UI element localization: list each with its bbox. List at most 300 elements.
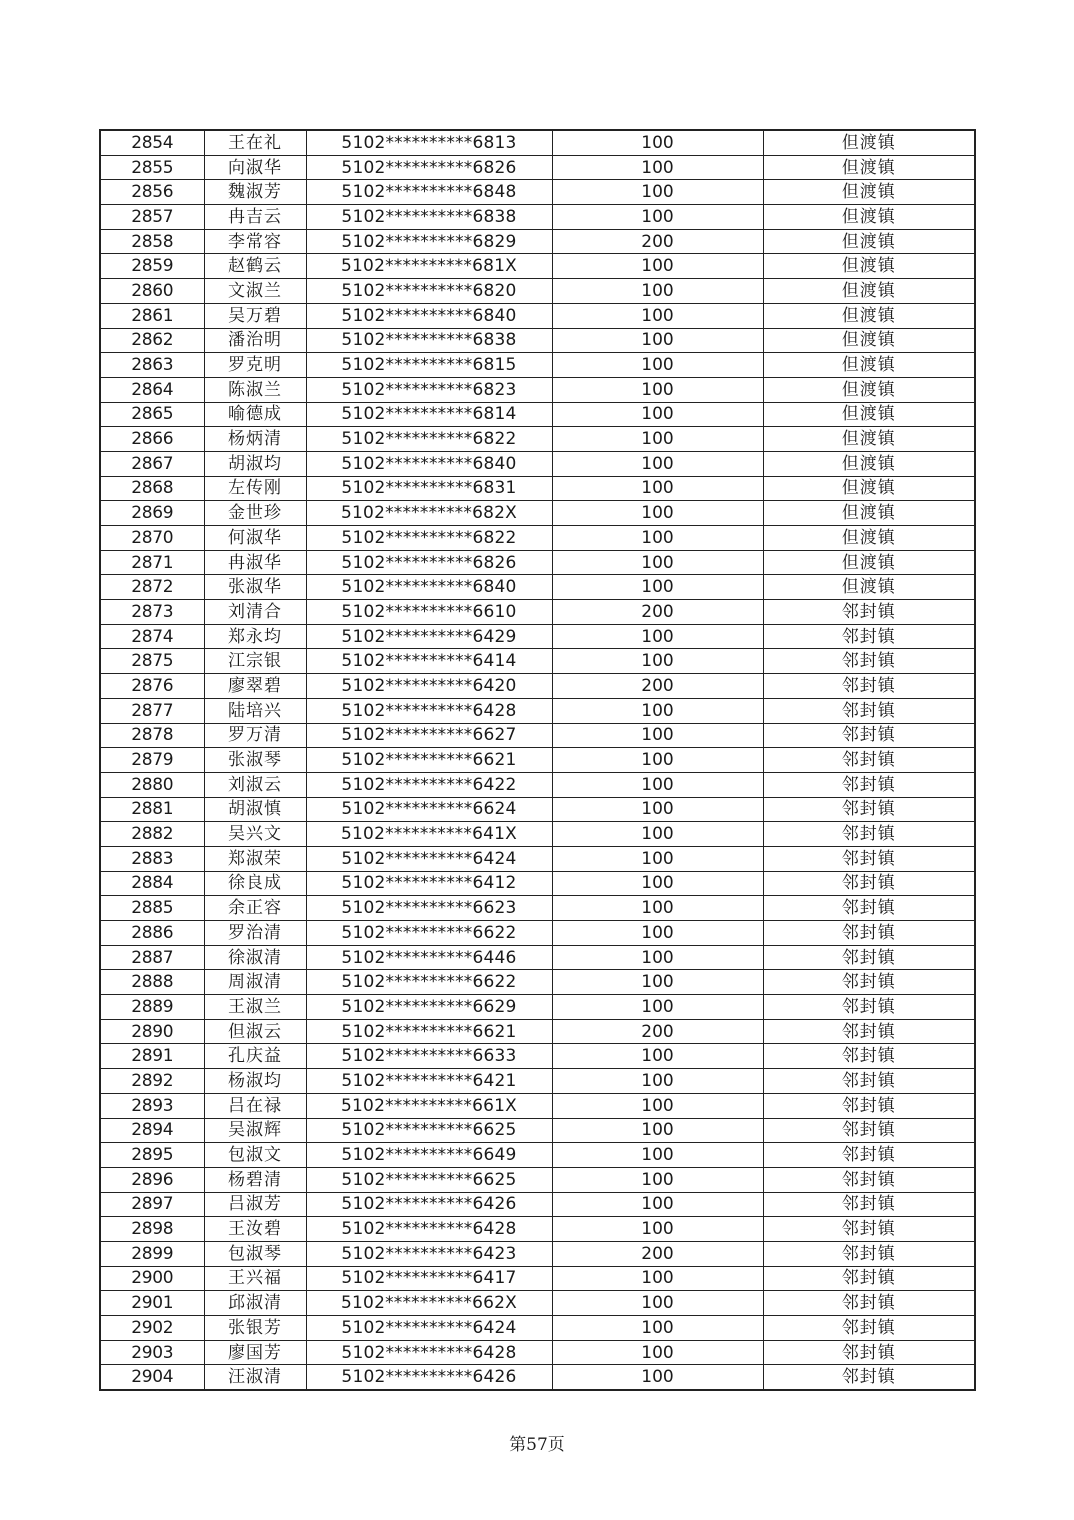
id-number-cell: 5102**********6829 [306,229,552,254]
name-cell: 赵鹤云 [204,254,306,279]
name-cell: 张淑华 [204,575,306,600]
id-number-cell: 5102**********6622 [306,970,552,995]
table-row [100,1241,975,1266]
town-cell: 但渡镇 [763,303,975,328]
serial-number-cell: 2893 [100,1093,204,1118]
town-cell: 但渡镇 [763,451,975,476]
id-number-cell: 5102**********6414 [306,649,552,674]
serial-number-cell: 2889 [100,995,204,1020]
town-cell: 邻封镇 [763,1192,975,1217]
town-cell: 但渡镇 [763,279,975,304]
serial-number-cell: 2884 [100,871,204,896]
town-cell: 邻封镇 [763,698,975,723]
serial-number-cell: 2886 [100,921,204,946]
town-cell: 但渡镇 [763,254,975,279]
name-cell: 冉吉云 [204,205,306,230]
id-number-cell: 5102**********6421 [306,1069,552,1094]
name-cell: 罗万清 [204,723,306,748]
table-row [100,476,975,501]
serial-number-cell: 2869 [100,501,204,526]
amount-cell: 200 [552,1241,763,1266]
serial-number-cell: 2861 [100,303,204,328]
serial-number-cell: 2858 [100,229,204,254]
serial-number-cell: 2854 [100,130,204,155]
amount-cell: 100 [552,575,763,600]
id-number-cell: 5102**********6838 [306,328,552,353]
town-cell: 邻封镇 [763,1340,975,1365]
name-cell: 刘清合 [204,600,306,625]
roster-table-body [100,130,975,1390]
town-cell: 邻封镇 [763,1316,975,1341]
amount-cell: 100 [552,476,763,501]
town-cell: 邻封镇 [763,1291,975,1316]
town-cell: 邻封镇 [763,822,975,847]
name-cell: 王汝碧 [204,1217,306,1242]
serial-number-cell: 2901 [100,1291,204,1316]
name-cell: 周淑清 [204,970,306,995]
town-cell: 但渡镇 [763,476,975,501]
table-row [100,303,975,328]
name-cell: 胡淑慎 [204,797,306,822]
id-number-cell: 5102**********6428 [306,698,552,723]
name-cell: 金世珍 [204,501,306,526]
id-number-cell: 5102**********6622 [306,921,552,946]
town-cell: 邻封镇 [763,1069,975,1094]
name-cell: 汪淑清 [204,1365,306,1390]
town-cell: 邻封镇 [763,945,975,970]
table-row [100,1069,975,1094]
name-cell: 杨淑均 [204,1069,306,1094]
serial-number-cell: 2899 [100,1241,204,1266]
name-cell: 吴万碧 [204,303,306,328]
name-cell: 杨碧清 [204,1167,306,1192]
town-cell: 邻封镇 [763,748,975,773]
table-row [100,624,975,649]
amount-cell: 100 [552,921,763,946]
name-cell: 邱淑清 [204,1291,306,1316]
amount-cell: 100 [552,205,763,230]
town-cell: 但渡镇 [763,155,975,180]
id-number-cell: 5102**********6426 [306,1365,552,1390]
id-number-cell: 5102**********6429 [306,624,552,649]
id-number-cell: 5102**********6848 [306,180,552,205]
id-number-cell: 5102**********6815 [306,353,552,378]
serial-number-cell: 2898 [100,1217,204,1242]
name-cell: 包淑琴 [204,1241,306,1266]
table-row [100,945,975,970]
town-cell: 但渡镇 [763,328,975,353]
amount-cell: 100 [552,945,763,970]
name-cell: 张银芳 [204,1316,306,1341]
id-number-cell: 5102**********6838 [306,205,552,230]
amount-cell: 100 [552,254,763,279]
table-row [100,1167,975,1192]
roster-table [99,129,976,1391]
name-cell: 潘治明 [204,328,306,353]
id-number-cell: 5102**********6822 [306,427,552,452]
id-number-cell: 5102**********662X [306,1291,552,1316]
name-cell: 王淑兰 [204,995,306,1020]
table-row [100,550,975,575]
town-cell: 邻封镇 [763,1365,975,1390]
town-cell: 邻封镇 [763,921,975,946]
id-number-cell: 5102**********6446 [306,945,552,970]
id-number-cell: 5102**********6840 [306,303,552,328]
town-cell: 邻封镇 [763,1217,975,1242]
amount-cell: 100 [552,353,763,378]
amount-cell: 100 [552,723,763,748]
serial-number-cell: 2862 [100,328,204,353]
name-cell: 吴淑辉 [204,1118,306,1143]
serial-number-cell: 2877 [100,698,204,723]
amount-cell: 100 [552,1316,763,1341]
amount-cell: 200 [552,229,763,254]
amount-cell: 100 [552,995,763,1020]
id-number-cell: 5102**********6840 [306,451,552,476]
serial-number-cell: 2895 [100,1143,204,1168]
table-row [100,1291,975,1316]
name-cell: 胡淑均 [204,451,306,476]
id-number-cell: 5102**********6627 [306,723,552,748]
id-number-cell: 5102**********6426 [306,1192,552,1217]
table-row [100,1118,975,1143]
id-number-cell: 5102**********6820 [306,279,552,304]
id-number-cell: 5102**********6629 [306,995,552,1020]
id-number-cell: 5102**********6412 [306,871,552,896]
town-cell: 但渡镇 [763,377,975,402]
town-cell: 邻封镇 [763,896,975,921]
page-number: 第57页 [509,1435,565,1455]
town-cell: 邻封镇 [763,871,975,896]
town-cell: 但渡镇 [763,501,975,526]
id-number-cell: 5102**********6424 [306,846,552,871]
id-number-cell: 5102**********6420 [306,674,552,699]
id-number-cell: 5102**********6417 [306,1266,552,1291]
name-cell: 李常容 [204,229,306,254]
serial-number-cell: 2859 [100,254,204,279]
table-row [100,921,975,946]
amount-cell: 100 [552,1365,763,1390]
table-row [100,649,975,674]
town-cell: 但渡镇 [763,180,975,205]
amount-cell: 100 [552,1118,763,1143]
serial-number-cell: 2887 [100,945,204,970]
amount-cell: 200 [552,600,763,625]
town-cell: 邻封镇 [763,600,975,625]
table-row [100,1093,975,1118]
table-row [100,797,975,822]
town-cell: 但渡镇 [763,427,975,452]
name-cell: 廖国芳 [204,1340,306,1365]
serial-number-cell: 2865 [100,402,204,427]
serial-number-cell: 2879 [100,748,204,773]
id-number-cell: 5102**********661X [306,1093,552,1118]
table-row [100,254,975,279]
id-number-cell: 5102**********6649 [306,1143,552,1168]
amount-cell: 100 [552,526,763,551]
town-cell: 但渡镇 [763,402,975,427]
amount-cell: 100 [552,871,763,896]
table-row [100,1316,975,1341]
town-cell: 邻封镇 [763,970,975,995]
serial-number-cell: 2871 [100,550,204,575]
town-cell: 邻封镇 [763,649,975,674]
name-cell: 刘淑云 [204,772,306,797]
serial-number-cell: 2894 [100,1118,204,1143]
serial-number-cell: 2880 [100,772,204,797]
id-number-cell: 5102**********6826 [306,550,552,575]
amount-cell: 100 [552,970,763,995]
id-number-cell: 5102**********6814 [306,402,552,427]
table-row [100,1266,975,1291]
table-row [100,846,975,871]
town-cell: 邻封镇 [763,995,975,1020]
serial-number-cell: 2873 [100,600,204,625]
town-cell: 邻封镇 [763,1241,975,1266]
amount-cell: 100 [552,1069,763,1094]
serial-number-cell: 2896 [100,1167,204,1192]
amount-cell: 100 [552,822,763,847]
town-cell: 邻封镇 [763,1167,975,1192]
table-row [100,328,975,353]
amount-cell: 100 [552,748,763,773]
town-cell: 但渡镇 [763,526,975,551]
table-row [100,451,975,476]
name-cell: 向淑华 [204,155,306,180]
name-cell: 喻德成 [204,402,306,427]
town-cell: 但渡镇 [763,575,975,600]
amount-cell: 100 [552,846,763,871]
town-cell: 邻封镇 [763,1044,975,1069]
town-cell: 邻封镇 [763,624,975,649]
name-cell: 王在礼 [204,130,306,155]
serial-number-cell: 2904 [100,1365,204,1390]
amount-cell: 100 [552,402,763,427]
serial-number-cell: 2892 [100,1069,204,1094]
serial-number-cell: 2900 [100,1266,204,1291]
id-number-cell: 5102**********6826 [306,155,552,180]
table-row [100,871,975,896]
amount-cell: 100 [552,1093,763,1118]
name-cell: 冉淑华 [204,550,306,575]
table-row [100,995,975,1020]
table-row [100,1192,975,1217]
id-number-cell: 5102**********6822 [306,526,552,551]
name-cell: 江宗银 [204,649,306,674]
table-row [100,402,975,427]
amount-cell: 100 [552,279,763,304]
table-row [100,427,975,452]
name-cell: 吴兴文 [204,822,306,847]
table-row [100,1217,975,1242]
amount-cell: 100 [552,624,763,649]
serial-number-cell: 2864 [100,377,204,402]
serial-number-cell: 2866 [100,427,204,452]
id-number-cell: 5102**********6840 [306,575,552,600]
id-number-cell: 5102**********6621 [306,748,552,773]
serial-number-cell: 2860 [100,279,204,304]
name-cell: 郑永均 [204,624,306,649]
name-cell: 罗治清 [204,921,306,946]
name-cell: 陆培兴 [204,698,306,723]
amount-cell: 100 [552,451,763,476]
table-row [100,1019,975,1044]
serial-number-cell: 2897 [100,1192,204,1217]
name-cell: 郑淑荣 [204,846,306,871]
amount-cell: 100 [552,155,763,180]
table-row [100,205,975,230]
serial-number-cell: 2875 [100,649,204,674]
town-cell: 但渡镇 [763,229,975,254]
amount-cell: 100 [552,1291,763,1316]
table-row [100,1143,975,1168]
table-row [100,130,975,155]
town-cell: 但渡镇 [763,353,975,378]
town-cell: 邻封镇 [763,1143,975,1168]
name-cell: 杨炳清 [204,427,306,452]
amount-cell: 100 [552,1143,763,1168]
amount-cell: 100 [552,896,763,921]
id-number-cell: 5102**********6422 [306,772,552,797]
amount-cell: 100 [552,1044,763,1069]
amount-cell: 100 [552,797,763,822]
table-row [100,353,975,378]
table-row [100,279,975,304]
serial-number-cell: 2870 [100,526,204,551]
table-row [100,674,975,699]
id-number-cell: 5102**********6624 [306,797,552,822]
id-number-cell: 5102**********6428 [306,1340,552,1365]
amount-cell: 100 [552,1266,763,1291]
serial-number-cell: 2863 [100,353,204,378]
id-number-cell: 5102**********6610 [306,600,552,625]
table-row [100,896,975,921]
serial-number-cell: 2878 [100,723,204,748]
amount-cell: 100 [552,698,763,723]
serial-number-cell: 2885 [100,896,204,921]
town-cell: 但渡镇 [763,130,975,155]
table-row [100,501,975,526]
table-row [100,377,975,402]
town-cell: 邻封镇 [763,1266,975,1291]
town-cell: 邻封镇 [763,772,975,797]
amount-cell: 100 [552,1192,763,1217]
name-cell: 罗克明 [204,353,306,378]
table-row [100,723,975,748]
id-number-cell: 5102**********6625 [306,1118,552,1143]
amount-cell: 100 [552,328,763,353]
table-row [100,155,975,180]
serial-number-cell: 2883 [100,846,204,871]
id-number-cell: 5102**********681X [306,254,552,279]
name-cell: 文淑兰 [204,279,306,304]
id-number-cell: 5102**********641X [306,822,552,847]
table-row [100,698,975,723]
town-cell: 邻封镇 [763,723,975,748]
amount-cell: 100 [552,1340,763,1365]
table-row [100,1365,975,1390]
table-row [100,180,975,205]
serial-number-cell: 2856 [100,180,204,205]
name-cell: 吕在禄 [204,1093,306,1118]
amount-cell: 100 [552,427,763,452]
town-cell: 邻封镇 [763,846,975,871]
name-cell: 孔庆益 [204,1044,306,1069]
serial-number-cell: 2891 [100,1044,204,1069]
serial-number-cell: 2876 [100,674,204,699]
amount-cell: 100 [552,550,763,575]
amount-cell: 100 [552,1217,763,1242]
name-cell: 廖翠碧 [204,674,306,699]
name-cell: 吕淑芳 [204,1192,306,1217]
table-row [100,575,975,600]
table-row [100,600,975,625]
serial-number-cell: 2888 [100,970,204,995]
name-cell: 左传刚 [204,476,306,501]
table-row [100,1340,975,1365]
name-cell: 余正容 [204,896,306,921]
amount-cell: 100 [552,377,763,402]
id-number-cell: 5102**********6424 [306,1316,552,1341]
name-cell: 何淑华 [204,526,306,551]
serial-number-cell: 2868 [100,476,204,501]
town-cell: 邻封镇 [763,1093,975,1118]
serial-number-cell: 2857 [100,205,204,230]
amount-cell: 200 [552,674,763,699]
town-cell: 但渡镇 [763,550,975,575]
amount-cell: 100 [552,130,763,155]
name-cell: 张淑琴 [204,748,306,773]
serial-number-cell: 2902 [100,1316,204,1341]
name-cell: 徐淑清 [204,945,306,970]
serial-number-cell: 2882 [100,822,204,847]
amount-cell: 100 [552,772,763,797]
serial-number-cell: 2890 [100,1019,204,1044]
table-row [100,526,975,551]
town-cell: 但渡镇 [763,205,975,230]
id-number-cell: 5102**********6831 [306,476,552,501]
id-number-cell: 5102**********6623 [306,896,552,921]
id-number-cell: 5102**********6625 [306,1167,552,1192]
serial-number-cell: 2867 [100,451,204,476]
table-row [100,772,975,797]
table-row [100,970,975,995]
serial-number-cell: 2874 [100,624,204,649]
table-row [100,229,975,254]
amount-cell: 100 [552,303,763,328]
id-number-cell: 5102**********682X [306,501,552,526]
amount-cell: 100 [552,649,763,674]
name-cell: 王兴福 [204,1266,306,1291]
amount-cell: 100 [552,180,763,205]
serial-number-cell: 2903 [100,1340,204,1365]
amount-cell: 200 [552,1019,763,1044]
name-cell: 陈淑兰 [204,377,306,402]
amount-cell: 100 [552,1167,763,1192]
town-cell: 邻封镇 [763,674,975,699]
id-number-cell: 5102**********6621 [306,1019,552,1044]
town-cell: 邻封镇 [763,1019,975,1044]
name-cell: 但淑云 [204,1019,306,1044]
amount-cell: 100 [552,501,763,526]
id-number-cell: 5102**********6423 [306,1241,552,1266]
table-row [100,1044,975,1069]
id-number-cell: 5102**********6428 [306,1217,552,1242]
name-cell: 魏淑芳 [204,180,306,205]
name-cell: 包淑文 [204,1143,306,1168]
name-cell: 徐良成 [204,871,306,896]
town-cell: 邻封镇 [763,1118,975,1143]
